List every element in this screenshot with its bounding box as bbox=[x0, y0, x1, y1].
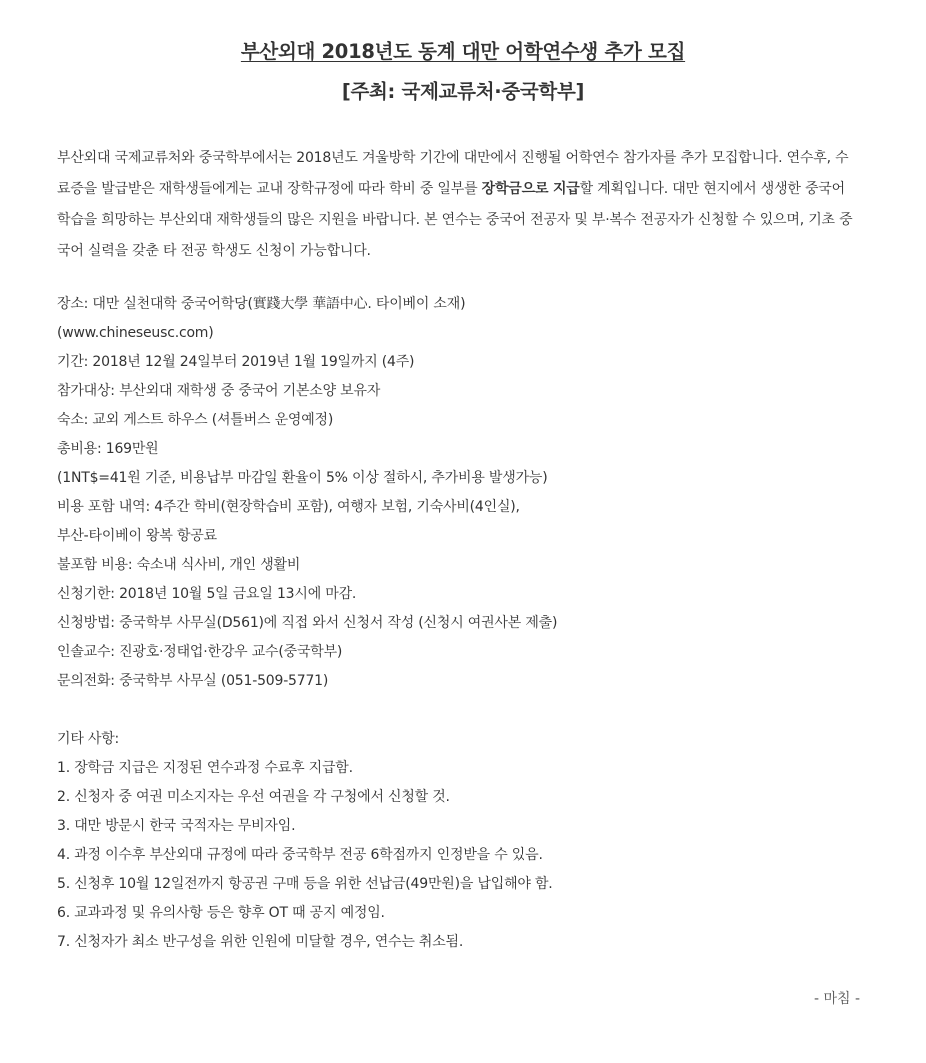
detail-location: 장소: 대만 실천대학 중국어학당(實踐大學 華語中心. 타이베이 소재) bbox=[57, 296, 466, 312]
intro-text-start: 부산외대 국제교류처와 중국학부에서는 2018년도 겨울방학 기간에 대만에서 진행될 어학연수 참가자를 추가 모집합니다. 연수후, 수료증을 발급받은 재학생들에게는 교내 장학규정에 따라 학비 중 일부를 bbox=[57, 150, 849, 197]
detail-contact: 문의전화: 중국학부 사무실 (051-509-5771) bbox=[57, 673, 329, 689]
closing-mark: - 마침 - bbox=[813, 991, 860, 1007]
intro-scholarship-highlight: 장학금으로 지급 bbox=[481, 181, 580, 197]
detail-website: (www.chineseusc.com) bbox=[57, 325, 214, 341]
detail-included-costs: 비용 포함 내역: 4주간 학비(현장학습비 포함), 여행자 보험, 기숙사비(4인실), bbox=[57, 499, 520, 515]
detail-housing: 숙소: 교외 게스트 하우스 (셔틀버스 운영예정) bbox=[57, 412, 334, 428]
note-item: 6. 교과과정 및 유의사항 등은 향후 OT 때 공지 예정임. bbox=[57, 905, 385, 921]
detail-deadline: 신청기한: 2018년 10월 5일 금요일 13시에 마감. bbox=[57, 586, 357, 602]
detail-application-method: 신청방법: 중국학부 사무실(D561)에 직접 와서 신청서 작성 (신청시 여권사본 제출) bbox=[57, 615, 558, 631]
note-item: 7. 신청자가 최소 반구성을 위한 인원에 미달할 경우, 연수는 취소됨. bbox=[57, 934, 464, 950]
intro-paragraph bbox=[57, 143, 857, 267]
detail-professors: 인솔교수: 진광호·정태업·한강우 교수(중국학부) bbox=[57, 644, 343, 660]
note-item: 4. 과정 이수후 부산외대 규정에 따라 중국학부 전공 6학점까지 인정받을 수 있음. bbox=[57, 847, 543, 863]
detail-total-cost: 총비용: 169만원 bbox=[57, 441, 159, 457]
page-title-text: 부산외대 2018년도 동계 대만 어학연수생 추가 모집 bbox=[240, 40, 686, 63]
page-subtitle: [주최: 국제교류처·중국학부] bbox=[341, 80, 585, 103]
note-item: 2. 신청자 중 여권 미소지자는 우선 여권을 각 구청에서 신청할 것. bbox=[57, 789, 450, 805]
detail-eligibility: 참가대상: 부산외대 재학생 중 중국어 기본소양 보유자 bbox=[57, 383, 381, 399]
detail-period: 기간: 2018년 12월 24일부터 2019년 1월 19일까지 (4주) bbox=[57, 354, 415, 370]
note-item: 5. 신청후 10월 12일전까지 항공권 구매 등을 위한 선납금(49만원)을 납입해야 함. bbox=[57, 876, 553, 892]
detail-included-costs-cont: 부산-타이베이 왕복 항공료 bbox=[57, 528, 217, 544]
page-title bbox=[0, 36, 926, 64]
note-item: 1. 장학금 지급은 지정된 연수과정 수료후 지급함. bbox=[57, 760, 353, 776]
intro-text-end: 할 계획입니다. 대만 현지에서 생생한 중국어 학습을 희망하는 부산외대 재학생들의 많은 지원을 바랍니다. 본 연수는 중국어 전공자 및 부·복수 전공자가 신청할 수 있으며, 기초 중국어 실력을 갖춘 타 전공 학생도 신청이 가능합니다. bbox=[57, 181, 853, 259]
detail-excluded-costs: 불포함 비용: 숙소내 식사비, 개인 생활비 bbox=[57, 557, 301, 573]
detail-exchange-note: (1NT$=41원 기준, 비용납부 마감일 환율이 5% 이상 절하시, 추가비용 발생가능) bbox=[57, 470, 548, 486]
notes-heading: 기타 사항: bbox=[57, 731, 120, 747]
note-item: 3. 대만 방문시 한국 국적자는 무비자임. bbox=[57, 818, 296, 834]
